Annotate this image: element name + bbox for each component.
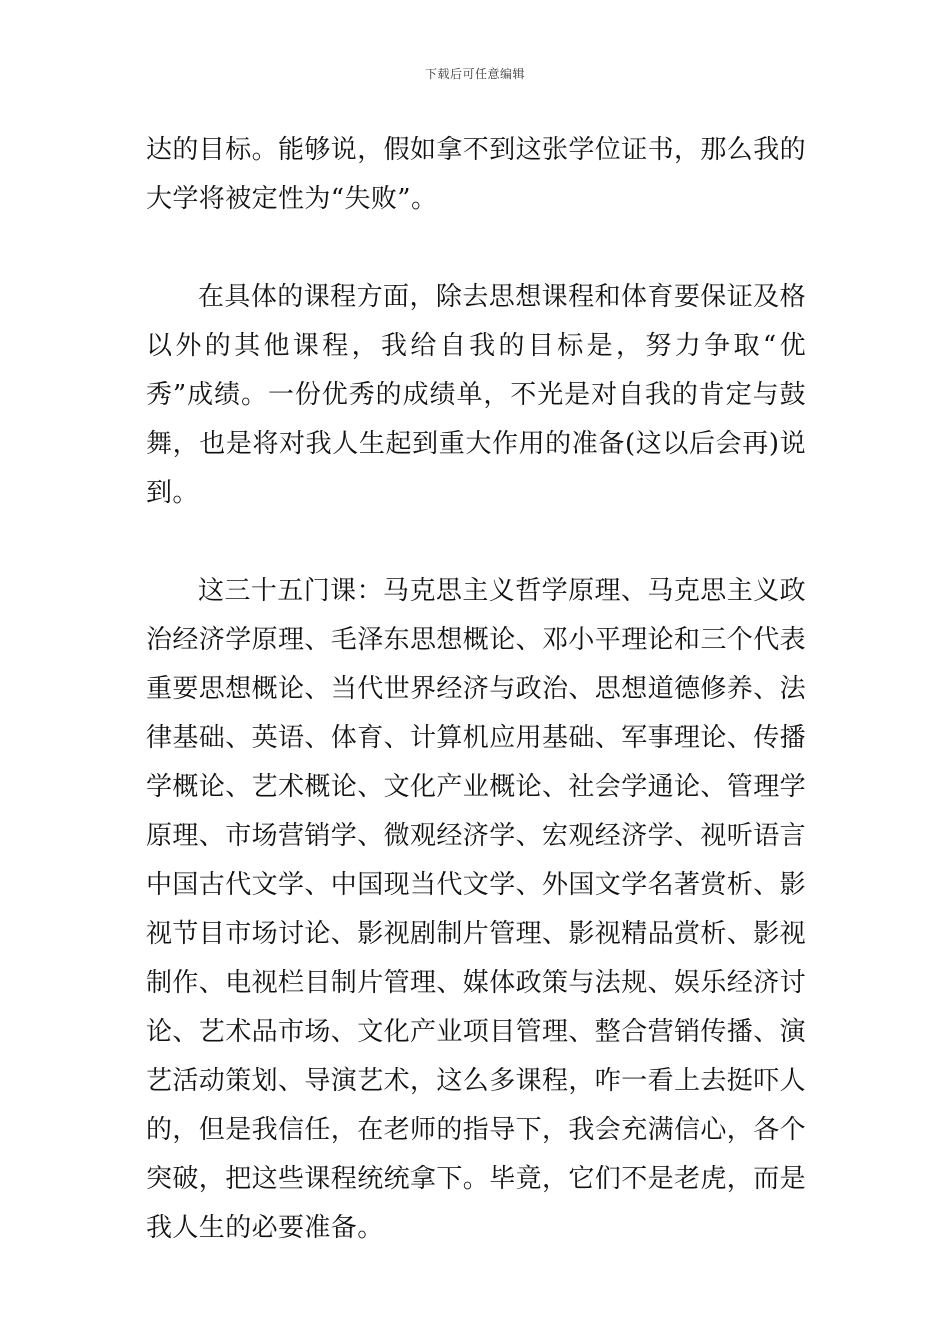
- paragraph-spacer: [146, 224, 806, 273]
- paragraph-spacer: [146, 518, 806, 567]
- page-header-note: 下载后可任意编辑: [424, 67, 525, 81]
- paragraph-continuation: 达的目标。能够说，假如拿不到这张学位证书，那么我的大学将被定性为“失败”。: [146, 135, 807, 214]
- document-body: [146, 126, 806, 1253]
- paragraph-course-goals: 在具体的课程方面，除去思想课程和体育要保证及格以外的其他课程，我给自我的目标是，努力争取“优秀”成绩。一份优秀的成绩单，不光是对自我的肯定与鼓舞，也是将对我人生起到重大作用的准备(这以后会再)说到。: [146, 282, 806, 508]
- paragraph-course-list: 这三十五门课：马克思主义哲学原理、马克思主义政治经济学原理、毛泽东思想概论、邓小平理论和三个代表重要思想概论、当代世界经济与政治、思想道德修养、法律基础、英语、体育、计算机应用基础、军事理论、传播学概论、艺术概论、文化产业概论、社会学通论、管理学原理、市场营销学、微观经济学、宏观经济学、视听语言中国古代文学、中国现当代文学、外国文学名著赏析、影视节目市场讨论、影视剧制片管理、影视精品赏析、影视制作、电视栏目制片管理、媒体政策与法规、娱乐经济讨论、艺术品市场、文化产业项目管理、整合营销传播、演艺活动策划、导演艺术，这么多课程，咋一看上去挺吓人的，但是我信任，在老师的指导下，我会充满信心，各个突破，把这些课程统统拿下。毕竟，它们不是老虎，而是我人生的必要准备。: [146, 576, 807, 1243]
